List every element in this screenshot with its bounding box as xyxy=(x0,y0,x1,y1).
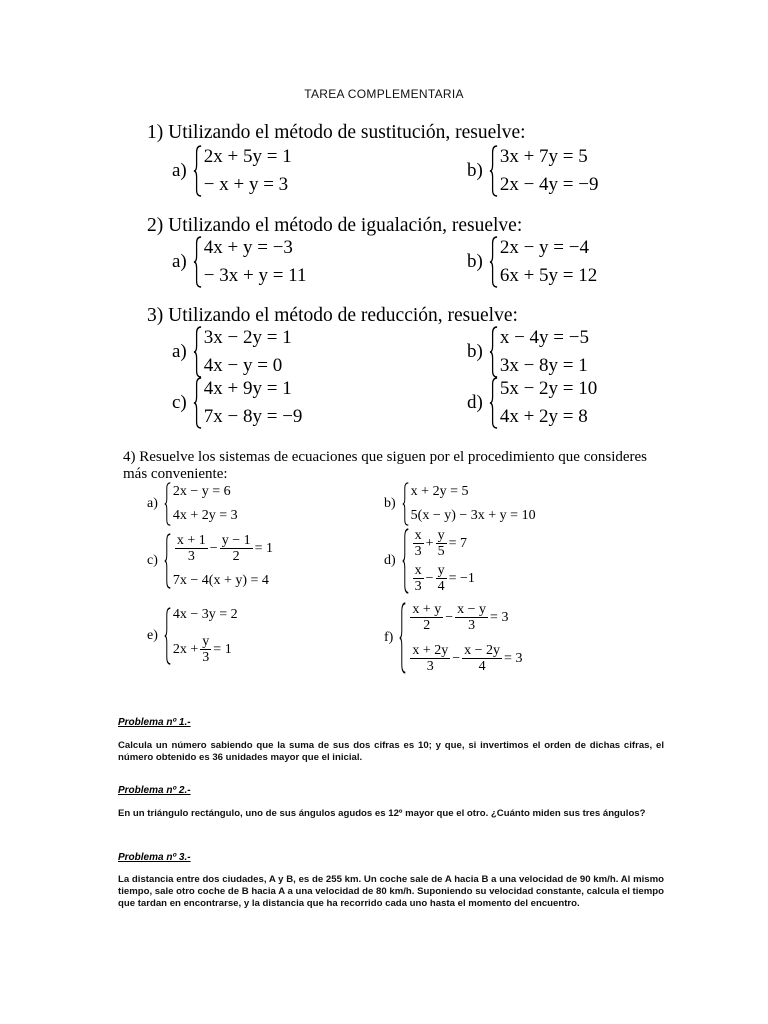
section-1-heading: 1) Utilizando el método de sustitución, resuelve: xyxy=(147,122,526,143)
equation: x − 4y = −5 xyxy=(499,327,589,348)
denominator: 3 xyxy=(202,650,210,665)
system-label: a) xyxy=(172,341,187,362)
section-3-heading: 3) Utilizando el método de reducción, resuelve: xyxy=(147,305,518,326)
problem-1-title: Problema nº 1.- xyxy=(118,717,191,728)
left-brace-icon xyxy=(164,533,171,589)
problem-2-text: En un triángulo rectángulo, uno de sus ángulos agudos es 12º mayor que el otro. ¿Cuánto miden sus tres ángulos? xyxy=(118,808,646,819)
numerator: x + 2y xyxy=(412,643,449,658)
section-2-heading: 2) Utilizando el método de igualación, resuelve: xyxy=(147,215,523,236)
system-4a xyxy=(147,482,238,526)
system-3d xyxy=(467,377,597,429)
system-label: c) xyxy=(172,392,187,413)
system-3a xyxy=(172,326,292,378)
denominator: 3 xyxy=(414,579,422,594)
system-label: d) xyxy=(384,553,396,568)
fraction-equation xyxy=(411,563,475,594)
numerator: x − y xyxy=(457,602,487,617)
numerator: x xyxy=(414,528,422,543)
left-brace-icon xyxy=(193,236,202,288)
equation: − 3x + y = 11 xyxy=(203,265,307,286)
equation: 4x − 3y = 2 xyxy=(172,607,238,622)
denominator: 5 xyxy=(437,544,445,559)
denominator: 3 xyxy=(468,618,476,633)
numerator: y − 1 xyxy=(221,533,251,548)
operator: − xyxy=(425,571,434,586)
system-2a xyxy=(172,236,306,288)
numerator: x xyxy=(414,563,422,578)
fraction-equation xyxy=(173,533,273,564)
system-label: c) xyxy=(147,553,158,568)
fraction-equation xyxy=(408,602,522,633)
numerator: y xyxy=(437,563,445,578)
denominator: 4 xyxy=(437,579,445,594)
rhs: = 3 xyxy=(504,651,523,666)
operator: − xyxy=(209,541,218,556)
equation: 3x + 7y = 5 xyxy=(499,146,588,167)
left-brace-icon xyxy=(489,145,498,197)
system-label: b) xyxy=(467,341,483,362)
equation: 4x − y = 0 xyxy=(203,355,283,376)
left-brace-icon xyxy=(489,326,498,378)
equation: 7x − 4(x + y) = 4 xyxy=(172,573,269,588)
equation: − x + y = 3 xyxy=(203,174,289,195)
left-brace-icon xyxy=(164,607,171,665)
rhs: = 3 xyxy=(490,610,509,625)
section-4-heading: 4) Resuelve los sistemas de ecuaciones que siguen por el procedimiento que consideres más conveniente: xyxy=(123,449,648,482)
system-4d xyxy=(384,528,475,594)
denominator: 3 xyxy=(187,549,195,564)
equation: 2x − 4y = −9 xyxy=(499,174,599,195)
system-label: a) xyxy=(147,496,158,511)
equation: 5x − 2y = 10 xyxy=(499,378,598,399)
numerator: x + 1 xyxy=(176,533,206,548)
numerator: y xyxy=(202,634,210,649)
system-label: f) xyxy=(384,630,394,645)
operator: + xyxy=(425,536,434,551)
left-brace-icon xyxy=(164,482,171,526)
denominator: 3 xyxy=(414,544,422,559)
equation: 4x + 9y = 1 xyxy=(203,378,292,399)
system-1b xyxy=(467,145,598,197)
denominator: 4 xyxy=(478,659,486,674)
system-label: d) xyxy=(467,392,483,413)
denominator: 2 xyxy=(232,549,240,564)
equation: 5(x − y) − 3x + y = 10 xyxy=(410,508,536,523)
left-brace-icon xyxy=(399,602,406,674)
equation: x + 2y = 5 xyxy=(410,484,469,499)
left-brace-icon xyxy=(489,236,498,288)
equation: 2x − y = 6 xyxy=(172,484,231,499)
term: 2x + xyxy=(172,642,199,657)
left-brace-icon xyxy=(193,326,202,378)
system-4c xyxy=(147,533,273,589)
numerator: x + y xyxy=(412,602,442,617)
system-label: b) xyxy=(467,160,483,181)
system-4f xyxy=(384,602,522,674)
system-label: b) xyxy=(467,251,483,272)
left-brace-icon xyxy=(489,377,498,429)
system-label: e) xyxy=(147,628,158,643)
equation: 4x + 2y = 3 xyxy=(172,508,238,523)
equation: 7x − 8y = −9 xyxy=(203,406,303,427)
system-4b xyxy=(384,482,536,526)
system-3b xyxy=(467,326,589,378)
denominator: 3 xyxy=(426,659,434,674)
left-brace-icon xyxy=(402,528,409,594)
numerator: y xyxy=(437,528,445,543)
system-label: a) xyxy=(172,160,187,181)
equation: 3x − 2y = 1 xyxy=(203,327,292,348)
rhs: = 1 xyxy=(254,541,274,556)
equation: 2x + 5y = 1 xyxy=(203,146,292,167)
problem-3-title: Problema nº 3.- xyxy=(118,852,191,863)
rhs: = 1 xyxy=(213,642,232,657)
system-3c xyxy=(172,377,302,429)
problem-1-text: Calcula un número sabiendo que la suma de sus dos cifras es 10; y que, si invertimos el orden de dichas cifras, el número obtenido es 36 unidades mayor que el inicial. xyxy=(118,740,664,763)
system-label: b) xyxy=(384,496,396,511)
left-brace-icon xyxy=(193,377,202,429)
equation: 6x + 5y = 12 xyxy=(499,265,598,286)
left-brace-icon xyxy=(402,482,409,526)
operator: − xyxy=(445,610,454,625)
equation: 3x − 8y = 1 xyxy=(499,355,588,376)
fraction-equation xyxy=(408,643,522,674)
fraction-equation xyxy=(411,528,475,559)
system-1a xyxy=(172,145,292,197)
system-2b xyxy=(467,236,597,288)
fraction-equation xyxy=(173,634,238,665)
page-title: TAREA COMPLEMENTARIA xyxy=(304,87,464,101)
equation: 2x − y = −4 xyxy=(499,237,589,258)
numerator: x − 2y xyxy=(464,643,501,658)
problem-2-title: Problema nº 2.- xyxy=(118,785,191,796)
left-brace-icon xyxy=(193,145,202,197)
rhs: = 7 xyxy=(448,536,467,551)
rhs: = −1 xyxy=(448,571,475,586)
system-4e xyxy=(147,607,238,665)
operator: − xyxy=(452,651,461,666)
denominator: 2 xyxy=(423,618,431,633)
system-label: a) xyxy=(172,251,187,272)
problem-3-text: La distancia entre dos ciudades, A y B, es de 255 km. Un coche sale de A hacia B a una velocidad de 90 km/h. Al mismo tiempo, sale otro coche de B hacia A a una velocidad de 80 km/h. Suponiendo su velocidad constante, calcula el tiempo que tardan en encontrarse, y la distancia que ha recorrido cada uno hasta el momento del encuentro. xyxy=(118,874,664,909)
equation: 4x + y = −3 xyxy=(203,237,293,258)
equation: 4x + 2y = 8 xyxy=(499,406,588,427)
